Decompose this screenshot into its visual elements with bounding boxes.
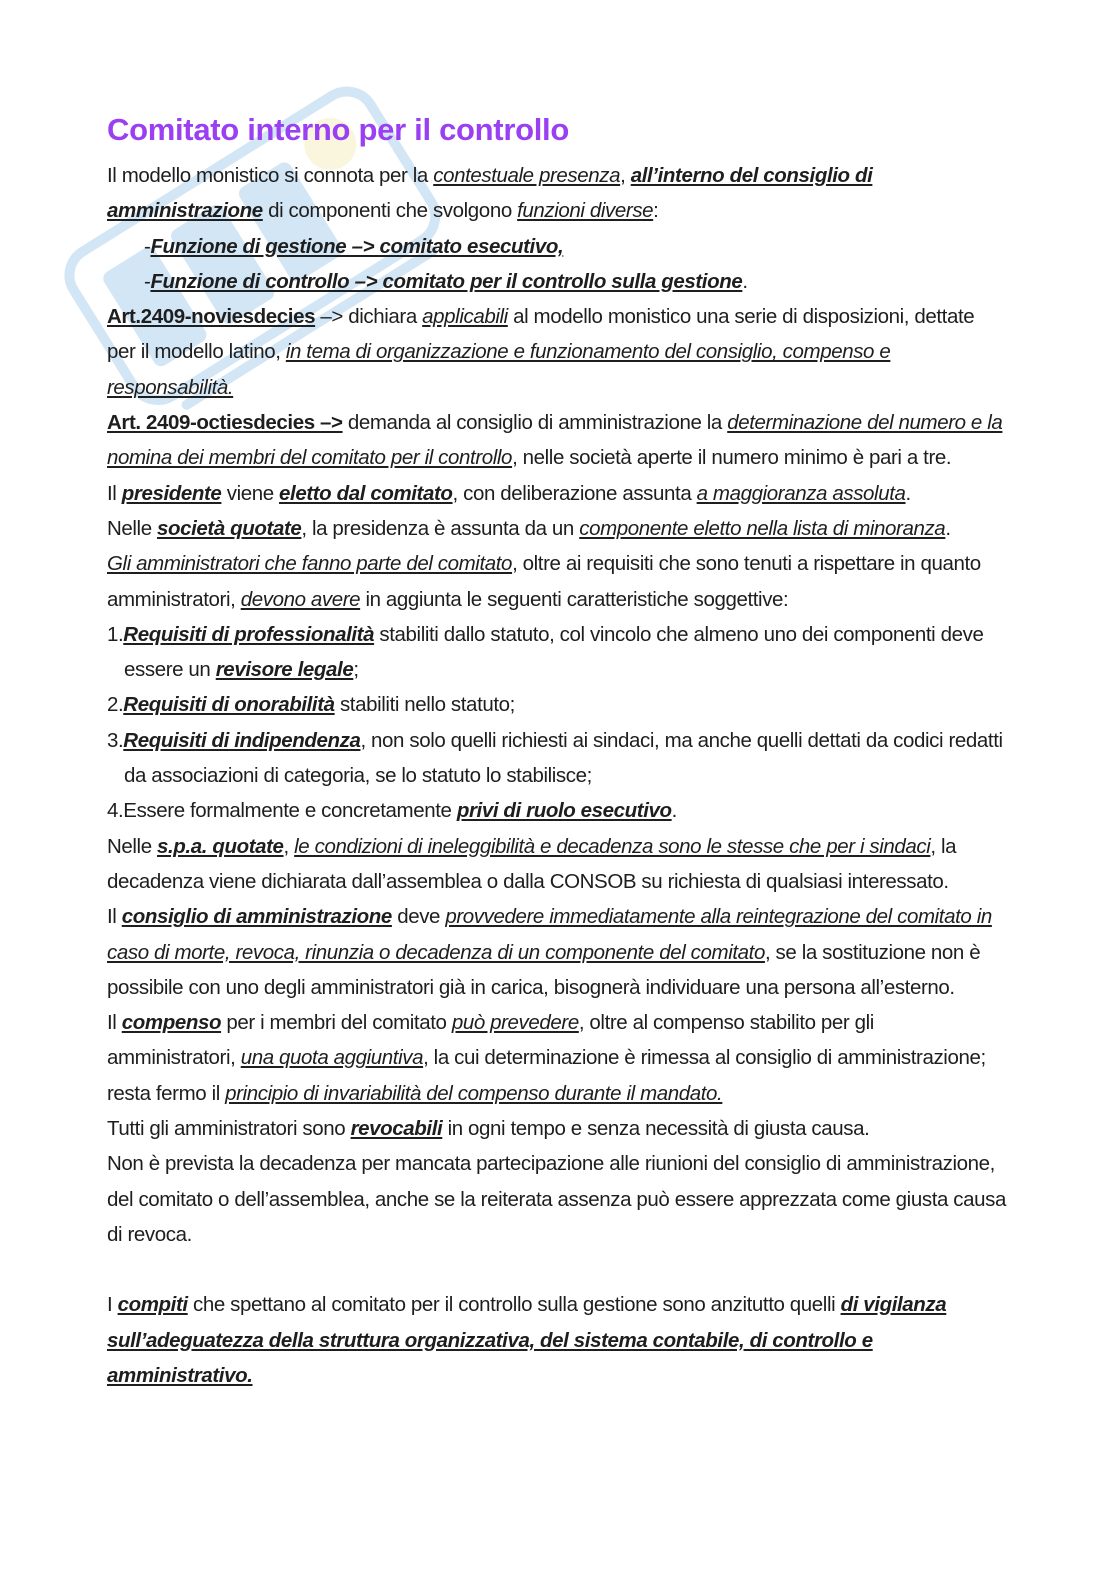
emphasis: s.p.a. quotate: [157, 834, 284, 858]
list-item: [90, 617, 1007, 688]
bullet-controllo: [107, 264, 1007, 299]
text: :: [653, 199, 659, 223]
emphasis: revisore legale: [215, 658, 354, 682]
emphasis: Requisiti di onorabilità: [123, 693, 335, 717]
text: , nelle società aperte il numero minimo è pari a tre.: [512, 446, 952, 470]
president-paragraph: [107, 476, 1007, 511]
emphasis: determinazione del numero e la nomina dei membri del comitato per il controllo: [107, 411, 1003, 470]
revocabili-paragraph: [107, 1111, 1007, 1146]
list-number: 2.: [107, 693, 124, 717]
text: , con deliberazione assunta: [452, 481, 697, 505]
text: , se la sostituzione non è possibile con uno degli amministratori già in carica, bisognerà individuare una persona all’esterno.: [107, 940, 981, 999]
text: stabiliti nello statuto;: [334, 693, 515, 717]
emphasis: Funzione di controllo –> comitato per il controllo sulla gestione: [150, 269, 743, 293]
spa-quotate-paragraph: [107, 829, 1007, 900]
emphasis: Requisiti di professionalità: [123, 622, 375, 646]
article-ref: Art.2409-noviesdecies: [107, 305, 316, 329]
text: , oltre al compenso stabilito per gli amministratori,: [107, 1011, 874, 1070]
list-item: [90, 793, 1007, 828]
emphasis: contestuale presenza: [433, 164, 621, 187]
text: , non solo quelli richiesti ai sindaci, ma anche quelli dettati da codici redatti da associazioni di categoria, se lo statuto lo stabilisce;: [124, 728, 1003, 788]
text: demanda al consiglio di amministrazione la: [342, 411, 728, 435]
list-number: 4.: [107, 799, 124, 823]
text: per i membri del comitato: [221, 1011, 452, 1035]
dash: -: [144, 269, 151, 293]
text: in aggiunta le seguenti caratteristiche soggettive:: [360, 587, 789, 611]
text: .: [905, 481, 911, 505]
decadenza-paragraph: Non è prevista la decadenza per mancata partecipazione alle riunioni del consiglio di amministrazione, del comitato o dell’assemblea, anche se la reiterata assenza può essere apprezzata come giusta causa di revoca.: [107, 1152, 1006, 1246]
requisiti-intro: [107, 546, 1007, 617]
text: ;: [353, 658, 359, 682]
intro-paragraph: [107, 158, 1007, 229]
text: Nelle: [107, 834, 158, 858]
text: Il: [107, 481, 122, 505]
emphasis: Requisiti di indipendenza: [123, 728, 361, 752]
text: Tutti gli amministratori sono: [107, 1117, 351, 1141]
emphasis: applicabili: [422, 305, 508, 329]
text: ,: [283, 834, 295, 858]
list-item: [90, 687, 1007, 722]
emphasis: una quota aggiuntiva: [240, 1046, 424, 1070]
emphasis: funzioni diverse: [517, 199, 654, 223]
text: deve: [391, 905, 446, 929]
text: , la decadenza viene dichiarata dall’assemblea o dalla CONSOB su richiesta di qualsiasi interessato.: [107, 834, 957, 893]
bullet-gestione: [107, 229, 1007, 264]
article-octiesdecies: [107, 405, 1007, 476]
text: stabiliti dallo statuto, col vincolo che almeno uno dei componenti deve essere un: [124, 622, 984, 682]
text: , oltre ai requisiti che sono tenuti a rispettare in quanto amministratori,: [107, 552, 981, 611]
text: viene: [221, 481, 280, 505]
emphasis: Funzione di gestione –> comitato esecutivo,: [150, 234, 564, 258]
emphasis: compenso: [121, 1011, 222, 1035]
text: –> dichiara: [315, 305, 423, 329]
emphasis: società quotate: [157, 516, 302, 540]
emphasis: devono avere: [240, 587, 361, 611]
emphasis: a maggioranza assoluta: [696, 481, 906, 505]
quotate-paragraph: [107, 511, 1007, 546]
list-number: 1.: [107, 622, 124, 646]
emphasis: provvedere immediatamente alla reintegrazione del comitato in caso di morte, revoca, rinunzia o decadenza di un componente del comitato: [107, 905, 992, 964]
compiti-paragraph: [107, 1287, 1007, 1393]
text: Il modello monistico si connota per la: [107, 164, 434, 187]
emphasis: all’interno del consiglio di amministrazione: [107, 164, 873, 223]
page-title: Comitato interno per il controllo: [107, 112, 569, 147]
text: Il: [107, 1011, 122, 1035]
emphasis: in tema di organizzazione e funzionamento del consiglio, compenso e responsabilità.: [107, 340, 891, 399]
compenso-paragraph: [107, 1005, 1007, 1111]
text: Nelle: [107, 516, 158, 540]
text: , la cui determinazione è rimessa al consiglio di amministrazione; resta fermo il: [107, 1046, 986, 1105]
emphasis: Gli amministratori che fanno parte del comitato: [107, 552, 513, 576]
text: ,: [620, 164, 631, 187]
document-body: [107, 158, 1007, 1393]
text: Essere formalmente e concretamente: [123, 799, 457, 823]
spacer: [107, 1252, 1007, 1287]
emphasis: può prevedere: [451, 1011, 579, 1035]
document-page: [107, 108, 1007, 1393]
emphasis: componente eletto nella lista di minoranza: [579, 516, 946, 540]
text: Il: [107, 905, 122, 929]
text: di componenti che svolgono: [262, 199, 518, 223]
emphasis: privi di ruolo esecutivo: [456, 799, 672, 823]
text: .: [945, 516, 951, 540]
text: I: [107, 1293, 118, 1317]
article-noviesdecies: [107, 299, 1007, 405]
list-item: [90, 723, 1007, 794]
emphasis: presidente: [121, 481, 222, 505]
dash: -: [144, 234, 151, 258]
text: .: [671, 799, 677, 823]
emphasis: revocabili: [350, 1117, 443, 1141]
text: in ogni tempo e senza necessità di giusta causa.: [442, 1117, 870, 1141]
emphasis: consiglio di amministrazione: [121, 905, 392, 929]
emphasis: le condizioni di ineleggibilità e decadenza sono le stesse che per i sindaci: [294, 834, 931, 858]
article-ref: Art. 2409-octiesdecies –>: [107, 411, 343, 435]
text: .: [742, 269, 748, 293]
text: che spettano al comitato per il controllo sulla gestione sono anzitutto quelli: [187, 1293, 841, 1317]
emphasis: eletto dal comitato: [279, 481, 453, 505]
text: al modello monistico una serie di disposizioni, dettate per il modello latino,: [107, 305, 975, 364]
emphasis: di vigilanza sull’adeguatezza della struttura organizzativa, del sistema contabile, di controllo e amministrativo.: [107, 1293, 947, 1387]
list-number: 3.: [107, 728, 124, 752]
text: , la presidenza è assunta da un: [301, 516, 580, 540]
cda-paragraph: [107, 899, 1007, 1005]
emphasis: principio di invariabilità del compenso durante il mandato.: [225, 1081, 723, 1105]
emphasis: compiti: [117, 1293, 188, 1317]
